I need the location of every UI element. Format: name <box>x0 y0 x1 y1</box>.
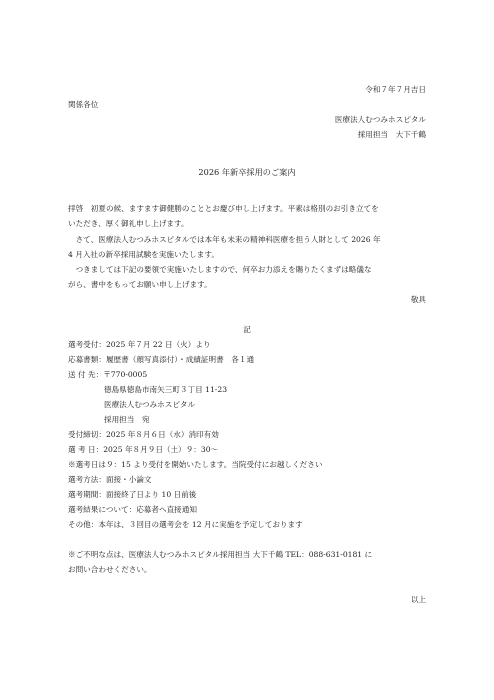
detail-exam-date: 選 考 日：2025 年８月９日（土）９：30～ <box>68 445 219 454</box>
letter-title: 2026 年新卒採用のご案内 <box>198 167 296 177</box>
detail-documents: 応募書類：履歴書（顔写真添付）・成績証明書 各１通 <box>68 355 255 364</box>
closing-keigu: 敬具 <box>410 295 426 304</box>
detail-result: 選考結果について：応募者へ直接通知 <box>68 505 197 514</box>
body-line: がら、書中をもってお願い申し上げます。 <box>68 280 212 289</box>
detail-other: その他：本年は、３回目の選考会を 12 月に実施を予定しております <box>68 520 303 529</box>
detail-method: 選考方法：面接・小論文 <box>68 475 152 484</box>
detail-period: 選考期間：面接終了日より 10 日前後 <box>68 490 197 499</box>
body-line: 4 月入社の新卒採用試験を実施いたします。 <box>68 250 219 259</box>
detail-deadline: 受付締切：2025 年８月６日（水）消印有効 <box>68 430 219 439</box>
body-line: さて、医療法人むつみホスピタルでは本年も未来の精神科医療を担う人財として 2026 年 <box>68 235 381 244</box>
addressee: 関係各位 <box>68 100 99 109</box>
inquiry-line: お問い合わせください。 <box>68 565 152 574</box>
ki-heading: 記 <box>243 325 251 334</box>
end-ijou: 以上 <box>410 595 426 604</box>
detail-address-line: 徳島県徳島市南矢三町３丁目 11-23 <box>104 385 228 394</box>
body-line: 拝啓 初夏の候、ますます御健勝のこととお慶び申し上げます。平素は格別のお引き立てを <box>68 204 379 213</box>
sender-person: 採用担当 大下千鶴 <box>357 130 426 139</box>
detail-address-line: 採用担当 宛 <box>104 415 150 424</box>
letter-date: 令和７年７月吉日 <box>365 85 426 94</box>
detail-send-to: 送 付 先：〒770-0005 <box>68 370 148 379</box>
detail-address-line: 医療法人むつみホスピタル <box>104 400 196 409</box>
detail-exam-note: ※選考日は９：15 より受付を開始いたします。当院受付にお越しください <box>68 460 323 469</box>
inquiry-line: ※ご不明な点は、医療法人むつみホスピタル採用担当 大下千鶴 TEL：088-631-0181 に <box>68 550 373 559</box>
detail-reception: 選考受付：2025 年７月 22 日（火）より <box>68 340 211 349</box>
sender-organization: 医療法人むつみホスピタル <box>334 115 426 124</box>
body-line: つきましては下記の要領で実施いたしますので、何卒お力添えを賜りたくまずは略儀な <box>68 265 372 274</box>
body-line: いただき、厚く御礼申し上げます。 <box>68 219 189 228</box>
